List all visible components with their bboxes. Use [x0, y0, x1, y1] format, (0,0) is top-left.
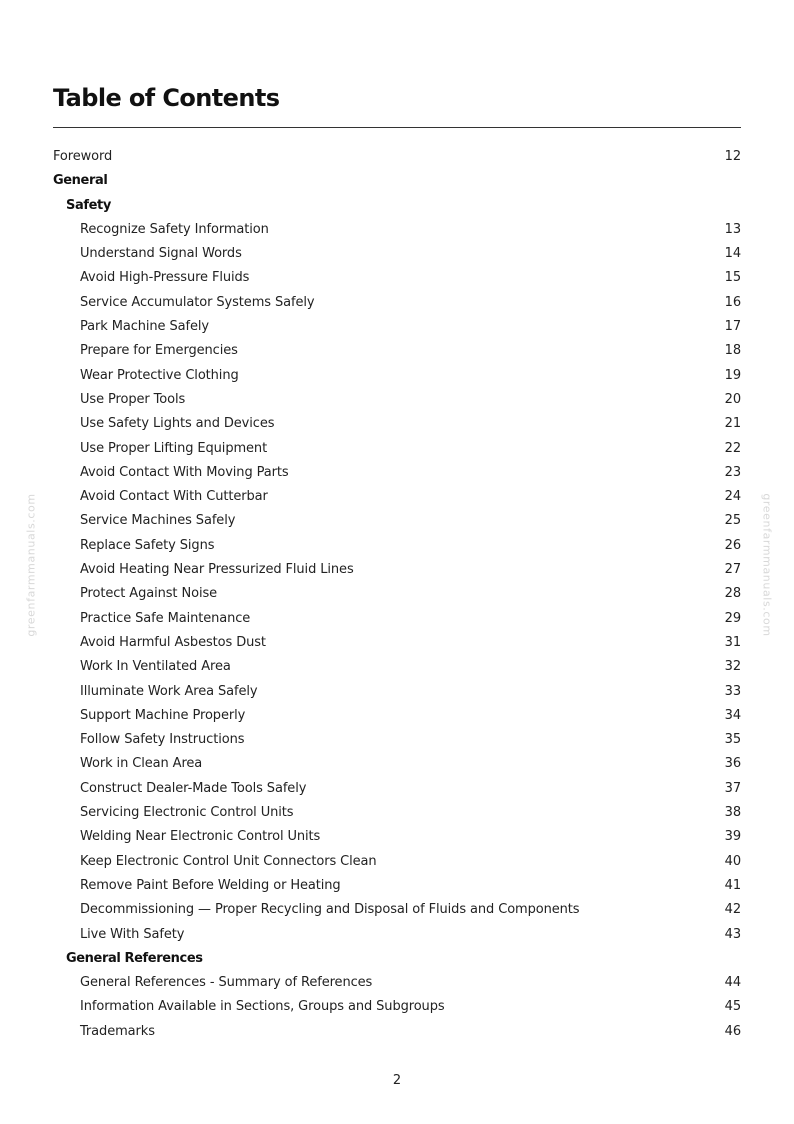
toc-entry-label: Prepare for Emergencies: [80, 343, 238, 359]
title-divider: [53, 127, 741, 128]
toc-entry-label: Use Proper Lifting Equipment: [80, 440, 268, 456]
toc-entry[interactable]: [53, 655, 741, 679]
toc-entry-page: 42: [724, 902, 741, 918]
toc-entry-label: General References - Summary of References: [80, 975, 373, 991]
toc-entry-label: General References: [66, 950, 203, 966]
toc-entry[interactable]: [53, 704, 741, 728]
toc-entry[interactable]: [53, 412, 741, 436]
toc-entry[interactable]: [53, 218, 741, 242]
toc-entry-page: 19: [724, 367, 741, 383]
toc-entry-page: 34: [724, 707, 741, 723]
toc-entry-page: 14: [724, 246, 741, 262]
toc-entry-page: 33: [724, 683, 741, 699]
toc-entry-page: 18: [724, 343, 741, 359]
toc-entry[interactable]: [53, 242, 741, 266]
toc-entry[interactable]: [53, 874, 741, 898]
toc-entry-label: Avoid Contact With Moving Parts: [80, 464, 289, 480]
toc-entry-label: Safety: [66, 197, 111, 213]
toc-entry-label: Avoid High-Pressure Fluids: [80, 270, 250, 286]
toc-entry[interactable]: [53, 364, 741, 388]
toc-entry-label: Service Machines Safely: [80, 513, 236, 529]
page-number: 2: [392, 1073, 402, 1088]
toc-list: [53, 145, 741, 1044]
toc-entry-label: Service Accumulator Systems Safely: [80, 294, 315, 310]
page-title: Table of Contents: [53, 84, 280, 112]
toc-entry-label: Decommissioning — Proper Recycling and Disposal of Fluids and Components: [80, 902, 580, 918]
toc-entry[interactable]: [53, 582, 741, 606]
toc-entry-page: 38: [724, 805, 741, 821]
toc-entry-label: Use Safety Lights and Devices: [80, 416, 275, 432]
toc-entry[interactable]: [53, 145, 741, 169]
toc-entry-label: Avoid Contact With Cutterbar: [80, 489, 268, 505]
toc-entry[interactable]: [53, 558, 741, 582]
toc-entry-label: Avoid Harmful Asbestos Dust: [80, 634, 266, 650]
toc-entry-label: Information Available in Sections, Groups and Subgroups: [80, 999, 445, 1015]
toc-entry[interactable]: [53, 1020, 741, 1044]
toc-entry[interactable]: [53, 534, 741, 558]
toc-entry-label: Remove Paint Before Welding or Heating: [80, 877, 341, 893]
toc-entry[interactable]: [53, 509, 741, 533]
toc-entry-label: Trademarks: [80, 1023, 155, 1039]
toc-entry-page: 46: [724, 1023, 741, 1039]
toc-entry-label: Illuminate Work Area Safely: [80, 683, 258, 699]
toc-entry-label: Support Machine Properly: [80, 707, 246, 723]
toc-entry[interactable]: [53, 995, 741, 1019]
toc-entry[interactable]: [53, 752, 741, 776]
toc-entry-label: Avoid Heating Near Pressurized Fluid Lines: [80, 562, 354, 578]
toc-entry-page: 40: [724, 853, 741, 869]
toc-entry[interactable]: [53, 801, 741, 825]
toc-section-heading: [53, 194, 741, 218]
toc-entry-label: Keep Electronic Control Unit Connectors Clean: [80, 853, 377, 869]
toc-entry-page: 13: [724, 221, 741, 237]
toc-entry-label: Recognize Safety Information: [80, 221, 269, 237]
toc-entry[interactable]: [53, 728, 741, 752]
toc-entry[interactable]: [53, 461, 741, 485]
toc-entry-label: Work In Ventilated Area: [80, 659, 231, 675]
toc-entry-label: Servicing Electronic Control Units: [80, 805, 294, 821]
toc-entry[interactable]: [53, 485, 741, 509]
toc-entry-page: 44: [724, 975, 741, 991]
toc-entry-label: General: [53, 173, 108, 189]
toc-entry-page: 31: [724, 634, 741, 650]
toc-entry[interactable]: [53, 607, 741, 631]
toc-entry-label: Welding Near Electronic Control Units: [80, 829, 321, 845]
toc-entry-page: 27: [724, 562, 741, 578]
toc-entry[interactable]: [53, 680, 741, 704]
toc-entry-label: Protect Against Noise: [80, 586, 218, 602]
toc-entry-label: Follow Safety Instructions: [80, 732, 245, 748]
toc-entry[interactable]: [53, 339, 741, 363]
toc-entry[interactable]: [53, 291, 741, 315]
toc-entry-label: Use Proper Tools: [80, 391, 186, 407]
toc-entry-page: 23: [724, 464, 741, 480]
toc-entry-page: 35: [724, 732, 741, 748]
toc-entry-label: Understand Signal Words: [80, 246, 242, 262]
toc-entry[interactable]: [53, 825, 741, 849]
toc-entry-page: 43: [724, 926, 741, 942]
toc-entry[interactable]: [53, 437, 741, 461]
toc-entry-page: 32: [724, 659, 741, 675]
toc-entry-page: 41: [724, 877, 741, 893]
watermark-right: greenfarmmanuals.com: [760, 493, 774, 637]
toc-entry-page: 25: [724, 513, 741, 529]
toc-entry[interactable]: [53, 388, 741, 412]
toc-entry-page: 12: [724, 149, 741, 164]
toc-entry-page: 21: [724, 416, 741, 432]
toc-entry-page: 26: [724, 537, 741, 553]
toc-entry[interactable]: [53, 631, 741, 655]
toc-entry-label: Replace Safety Signs: [80, 537, 215, 553]
toc-entry-label: Wear Protective Clothing: [80, 367, 239, 383]
toc-entry-page: 28: [724, 586, 741, 602]
toc-entry-page: 24: [724, 489, 741, 505]
toc-entry-label: Live With Safety: [80, 926, 185, 942]
toc-entry[interactable]: [53, 898, 741, 922]
toc-section-heading: [53, 947, 741, 971]
toc-entry-page: 29: [724, 610, 741, 626]
toc-entry[interactable]: [53, 777, 741, 801]
toc-entry-label: Construct Dealer-Made Tools Safely: [80, 780, 307, 796]
toc-entry-page: 36: [724, 756, 741, 772]
toc-entry-label: Work in Clean Area: [80, 756, 203, 772]
toc-entry[interactable]: [53, 923, 741, 947]
toc-entry-page: 16: [724, 294, 741, 310]
toc-entry-label: Park Machine Safely: [80, 319, 209, 335]
toc-section-heading: [53, 169, 741, 193]
toc-entry-page: 20: [724, 391, 741, 407]
toc-entry-page: 15: [724, 270, 741, 286]
toc-entry-label: Practice Safe Maintenance: [80, 610, 251, 626]
watermark-left: greenfarmmanuals.com: [24, 493, 38, 637]
toc-entry-page: 17: [724, 319, 741, 335]
toc-entry-page: 45: [724, 999, 741, 1015]
toc-entry-label: Foreword: [53, 149, 113, 164]
toc-entry[interactable]: [53, 971, 741, 995]
toc-entry-page: 39: [724, 829, 741, 845]
toc-entry[interactable]: [53, 266, 741, 290]
toc-entry-page: 37: [724, 780, 741, 796]
toc-entry[interactable]: [53, 315, 741, 339]
toc-entry-page: 22: [724, 440, 741, 456]
toc-entry[interactable]: [53, 850, 741, 874]
